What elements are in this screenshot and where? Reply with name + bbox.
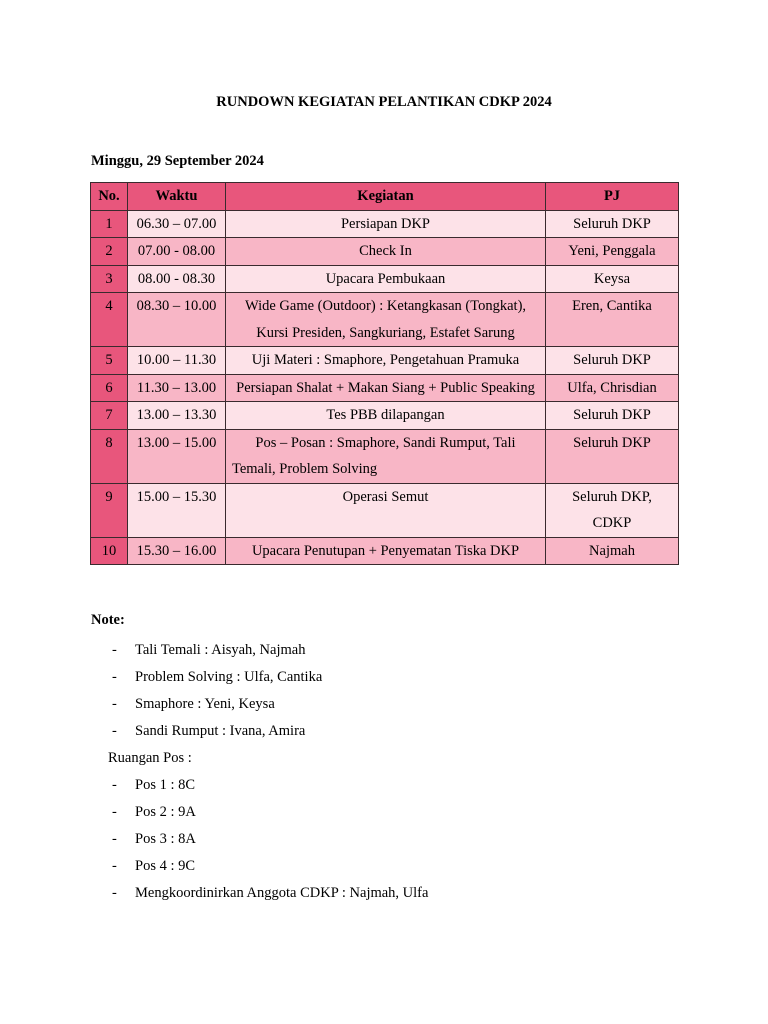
cell-no: 4 [91, 293, 128, 347]
bullet-dash: - [112, 642, 117, 658]
table-row [91, 238, 679, 266]
header-no: No. [91, 183, 128, 211]
table-row [91, 537, 679, 565]
cell-kegiatan: Upacara Pembukaan [226, 265, 546, 293]
note-text: Pos 1 : 8C [135, 777, 196, 793]
cell-pj: Seluruh DKP [546, 210, 679, 238]
cell-waktu: 06.30 – 07.00 [128, 210, 226, 238]
bullet-dash: - [112, 669, 117, 685]
cell-pj: Seluruh DKP [546, 429, 679, 483]
note-text: Mengkoordinirkan Anggota CDKP : Najmah, Ulfa [135, 885, 429, 901]
cell-no: 8 [91, 429, 128, 483]
bullet-dash: - [112, 777, 117, 793]
table-row [91, 347, 679, 375]
cell-pj: Seluruh DKP, CDKP [546, 483, 679, 537]
bullet-dash: - [112, 831, 117, 847]
cell-waktu: 08.30 – 10.00 [128, 293, 226, 347]
note-text: Sandi Rumput : Ivana, Amira [135, 723, 306, 739]
table-header-row [91, 183, 679, 211]
note-text: Smaphore : Yeni, Keysa [135, 696, 275, 712]
table-row [91, 483, 679, 537]
cell-waktu: 08.00 - 08.30 [128, 265, 226, 293]
note-text: Pos 4 : 9C [135, 858, 196, 874]
table-row [91, 265, 679, 293]
rundown-table [90, 182, 679, 565]
cell-no: 6 [91, 374, 128, 402]
cell-pj: Seluruh DKP [546, 347, 679, 375]
header-kegiatan: Kegiatan [226, 183, 546, 211]
bullet-dash: - [112, 696, 117, 712]
cell-waktu: 07.00 - 08.00 [128, 238, 226, 266]
ruangan-label: Ruangan Pos : [108, 750, 192, 766]
bullet-dash: - [112, 885, 117, 901]
table-row [91, 402, 679, 430]
cell-kegiatan: Persiapan DKP [226, 210, 546, 238]
table-row [91, 374, 679, 402]
cell-pj: Najmah [546, 537, 679, 565]
header-waktu: Waktu [128, 183, 226, 211]
cell-waktu: 11.30 – 13.00 [128, 374, 226, 402]
cell-pj: Ulfa, Chrisdian [546, 374, 679, 402]
cell-kegiatan: Pos – Posan : Smaphore, Sandi Rumput, Tali Temali, Problem Solving [226, 429, 546, 483]
cell-kegiatan: Uji Materi : Smaphore, Pengetahuan Pramuka [226, 347, 546, 375]
cell-no: 7 [91, 402, 128, 430]
table-row [91, 429, 679, 483]
cell-kegiatan: Upacara Penutupan + Penyematan Tiska DKP [226, 537, 546, 565]
cell-waktu: 13.00 – 13.30 [128, 402, 226, 430]
cell-waktu: 10.00 – 11.30 [128, 347, 226, 375]
cell-waktu: 15.00 – 15.30 [128, 483, 226, 537]
note-text: Pos 3 : 8A [135, 831, 196, 847]
cell-no: 5 [91, 347, 128, 375]
cell-pj: Eren, Cantika [546, 293, 679, 347]
note-text: Problem Solving : Ulfa, Cantika [135, 669, 323, 685]
cell-no: 9 [91, 483, 128, 537]
document-title: RUNDOWN KEGIATAN PELANTIKAN CDKP 2024 [216, 94, 552, 110]
note-text: Tali Temali : Aisyah, Najmah [135, 642, 306, 658]
cell-no: 10 [91, 537, 128, 565]
cell-pj: Seluruh DKP [546, 402, 679, 430]
cell-waktu: 15.30 – 16.00 [128, 537, 226, 565]
cell-kegiatan: Check In [226, 238, 546, 266]
note-heading: Note: [91, 612, 125, 628]
cell-no: 1 [91, 210, 128, 238]
table-row [91, 293, 679, 347]
cell-pj: Keysa [546, 265, 679, 293]
cell-no: 2 [91, 238, 128, 266]
cell-kegiatan: Wide Game (Outdoor) : Ketangkasan (Tongkat), Kursi Presiden, Sangkuriang, Estafet Sarung [226, 293, 546, 347]
table-row [91, 210, 679, 238]
bullet-dash: - [112, 723, 117, 739]
event-date: Minggu, 29 September 2024 [91, 153, 264, 169]
cell-kegiatan: Tes PBB dilapangan [226, 402, 546, 430]
note-text: Pos 2 : 9A [135, 804, 196, 820]
cell-pj: Yeni, Penggala [546, 238, 679, 266]
cell-waktu: 13.00 – 15.00 [128, 429, 226, 483]
bullet-dash: - [112, 804, 117, 820]
header-pj: PJ [546, 183, 679, 211]
cell-kegiatan: Persiapan Shalat + Makan Siang + Public Speaking [226, 374, 546, 402]
bullet-dash: - [112, 858, 117, 874]
cell-kegiatan: Operasi Semut [226, 483, 546, 537]
cell-no: 3 [91, 265, 128, 293]
